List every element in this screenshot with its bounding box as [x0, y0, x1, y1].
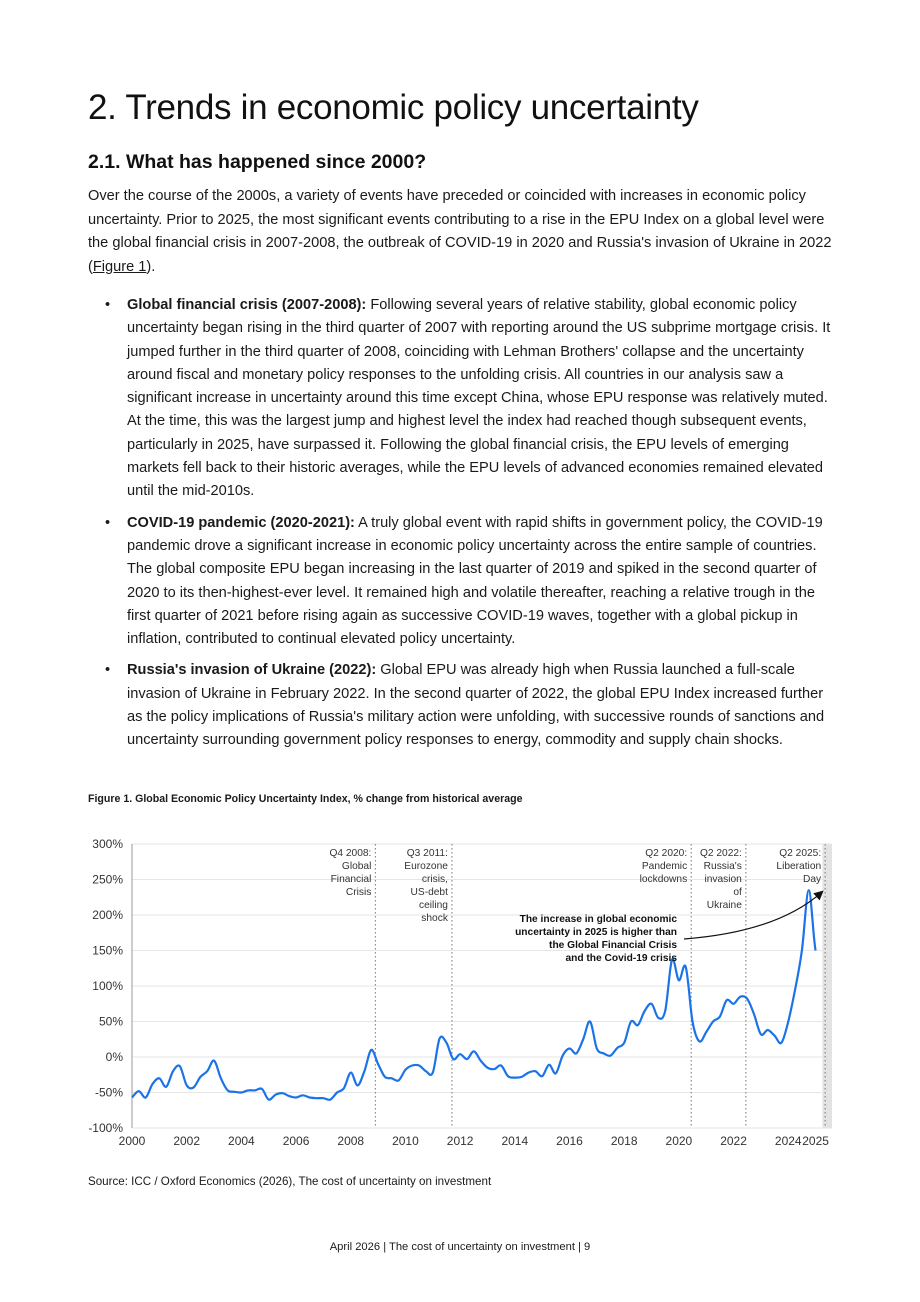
- x-tick-label: 2012: [446, 1134, 474, 1148]
- bullet-dot-icon: •: [105, 662, 111, 679]
- bullet-heading: Russia's invasion of Ukraine (2022):: [127, 662, 377, 679]
- x-tick-label: 2022: [720, 1134, 747, 1148]
- x-tick-label: 2004: [228, 1134, 255, 1148]
- event-label: Financial: [330, 874, 372, 885]
- event-label: Q2 2025:: [779, 848, 822, 859]
- event-label: crisis,: [421, 874, 448, 885]
- y-tick-label: 0%: [105, 1050, 123, 1064]
- event-label: Pandemic: [641, 861, 688, 872]
- bullet-text: Global EPU was already high when Russia launched a full-scale invasion of Ukraine in February 2022. In the second quarter of 2022, the global EPU Index increased further as the policy implications of Russia's military action were unfolding, with successive rounds of sanctions and uncertainty surrounding government policy responses to energy, commodity and supply chain shocks.: [127, 662, 825, 749]
- event-label: Crisis: [345, 887, 372, 898]
- bullet-text: Following several years of relative stability, global economic policy uncertainty began rising in the third quarter of 2007 with reporting around the US subprime mortgage crisis. It jumped further in the third quarter of 2008, coinciding with Lehman Brothers' collapse and the uncertainty around fiscal and monetary policy responses to the unfolding crisis. All countries in our analysis saw a significant increase in uncertainty around this time except China, whose EPU response was relatively muted. At the time, this was the largest jump and highest level the index had reached though subsequent events, particularly in 2025, have surpassed it. Following the global financial crisis, the EPU levels of emerging markets fell back to their historic averages, while the EPU levels of advanced economies remained elevated until the mid-2010s.: [127, 297, 831, 500]
- x-tick-label: 2006: [282, 1134, 310, 1148]
- event-label: Liberation: [776, 861, 822, 872]
- y-tick-label: 200%: [92, 908, 123, 922]
- y-tick-label: 100%: [92, 979, 123, 993]
- event-label: Russia's: [703, 861, 742, 872]
- intro-text-end: ).: [146, 258, 156, 275]
- event-label: invasion: [704, 874, 742, 885]
- event-label: Ukraine: [706, 900, 742, 911]
- x-tick-label: 2024: [774, 1134, 802, 1148]
- bullet-item-gfc: [88, 294, 838, 504]
- bullet-dot-icon: •: [105, 514, 111, 531]
- x-tick-label: 2010: [392, 1134, 419, 1148]
- annotation-arrow: [684, 892, 822, 939]
- event-label: Q2 2020:: [645, 848, 688, 859]
- y-tick-label: 150%: [92, 943, 123, 958]
- x-tick-label: 2025: [802, 1134, 829, 1148]
- y-tick-label: 50%: [98, 1014, 123, 1029]
- x-tick-label: 2000: [118, 1134, 146, 1148]
- event-label: Q4 2008:: [329, 848, 372, 859]
- bullet-heading: COVID-19 pandemic (2020-2021):: [127, 514, 355, 531]
- event-label: Day: [803, 874, 822, 885]
- annotation-text: and the Covid-19 crisis: [565, 953, 677, 964]
- x-tick-label: 2016: [556, 1134, 583, 1148]
- x-tick-label: 2002: [173, 1134, 201, 1148]
- bullet-list: [88, 294, 838, 761]
- epu-line-chart: [84, 832, 844, 1152]
- bullet-item-covid: [88, 512, 838, 652]
- event-label: of: [733, 887, 742, 898]
- y-tick-label: 250%: [92, 872, 123, 887]
- annotation-text: uncertainty in 2025 is higher than: [515, 927, 677, 938]
- y-tick-label: -100%: [88, 1121, 123, 1135]
- bullet-text: A truly global event with rapid shifts in government policy, the COVID-19 pandemic drove a significant increase in economic policy uncertainty across the entire sample of countries. The global composite EPU began increasing in the last quarter of 2019 and spiked in the second quarter of 2020 to its then-highest-ever level. It remained high and volatile thereafter, reaching a relative trough in the first quarter of 2021 before rising again as successive COVID-19 waves, together with a global pickup in inflation, contributed to continual elevated policy uncertainty.: [127, 514, 823, 648]
- x-tick-label: 2014: [501, 1134, 529, 1148]
- event-label: lockdowns: [639, 874, 688, 885]
- x-tick-label: 2018: [610, 1134, 638, 1148]
- bullet-item-ukraine: [88, 659, 838, 752]
- intro-text: Over the course of the 2000s, a variety of events have preceded or coincided with increases in economic policy uncertainty. Prior to 2025, the most significant events contributing to a rise in the EPU Index on a global level were the global financial crisis in 2007-2008, the outbreak of COVID-19 in 2020 and Russia's invasion of Ukraine in 2022 (: [88, 188, 832, 275]
- bullet-heading: Global financial crisis (2007-2008):: [127, 297, 367, 313]
- figure-1-link[interactable]: Figure 1: [92, 258, 147, 275]
- bullet-dot-icon: •: [105, 297, 111, 313]
- subsection-heading: 2.1. What has happened since 2000?: [88, 151, 427, 173]
- annotation-text: The increase in global economic: [519, 914, 677, 925]
- annotation-text: the Global Financial Crisis: [549, 940, 677, 951]
- event-label: Q3 2011:: [406, 848, 448, 859]
- epu-series-line: [132, 890, 816, 1100]
- y-tick-label: 300%: [92, 837, 123, 851]
- event-label: Eurozone: [404, 861, 448, 872]
- x-tick-label: 2020: [665, 1134, 693, 1148]
- event-label: ceiling: [419, 900, 448, 911]
- event-label: Global: [341, 861, 372, 872]
- x-tick-label: 2008: [337, 1134, 365, 1148]
- source-note: Source: ICC / Oxford Economics (2026), The cost of uncertainty on investment: [88, 1175, 492, 1188]
- y-tick-label: -50%: [94, 1085, 123, 1100]
- event-label: shock: [421, 913, 448, 924]
- page-footer: April 2026 | The cost of uncertainty on investment | 9: [329, 1241, 591, 1253]
- event-label: US-debt: [410, 887, 448, 898]
- figure-title: Figure 1. Global Economic Policy Uncertainty Index, % change from historical average: [88, 793, 523, 805]
- event-label: Q2 2022:: [699, 848, 742, 859]
- section-heading: 2. Trends in economic policy uncertainty: [88, 88, 699, 127]
- intro-paragraph: [88, 185, 838, 279]
